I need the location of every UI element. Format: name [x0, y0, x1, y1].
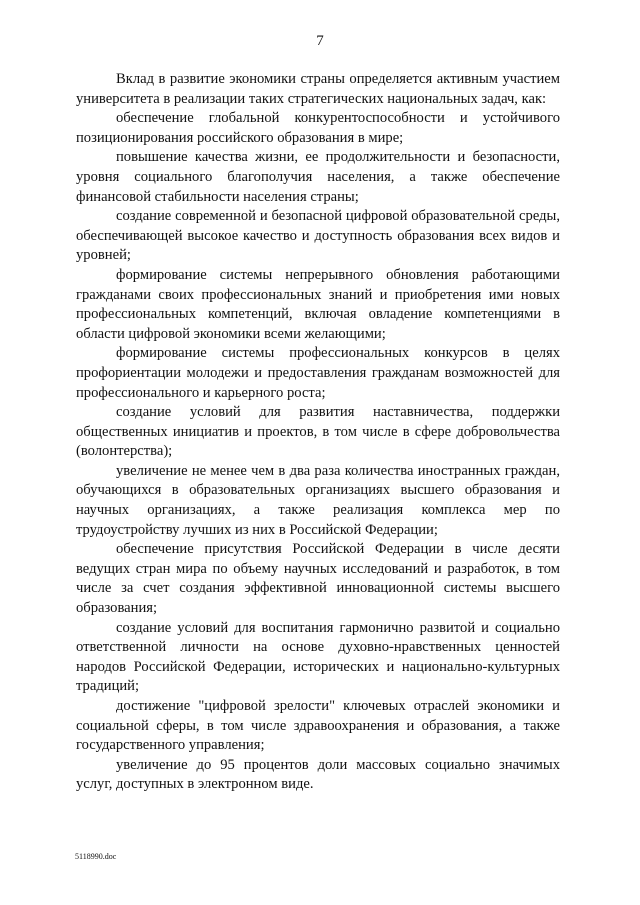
paragraph-intro: Вклад в развитие экономики страны определяется активным участием университета в реализации таких стратегических национальных задач, как:: [76, 71, 560, 107]
list-item: формирование системы профессиональных конкурсов в целях профориентации молодежи и предоставления гражданам возможностей для профессионального и карьерного роста;: [76, 345, 560, 401]
page-number: 7: [316, 33, 324, 49]
list-item: обеспечение глобальной конкурентоспособности и устойчивого позиционирования российского образования в мире;: [76, 110, 560, 146]
document-filename: 5118990.doc: [75, 852, 117, 861]
list-item: создание современной и безопасной цифровой образовательной среды, обеспечивающей высокое качество и доступность образования всех видов и уровней;: [76, 208, 560, 264]
list-item: повышение качества жизни, ее продолжительности и безопасности, уровня социального благополучия населения, а также обеспечение финансовой стабильности населения страны;: [76, 149, 560, 205]
list-item: создание условий для развития наставничества, поддержки общественных инициатив и проектов, в том числе в сфере добровольчества (волонтерства);: [76, 404, 560, 460]
list-item: увеличение до 95 процентов доли массовых социально значимых услуг, доступных в электронном виде.: [76, 756, 560, 793]
list-item: создание условий для воспитания гармонично развитой и социально ответственной личности на основе духовно-нравственных ценностей народов Российской Федерации, исторических и национально-культурных традиций;: [76, 619, 560, 695]
list-item: увеличение не менее чем в два раза количества иностранных граждан, обучающихся в образовательных организациях высшего образования и научных организациях, а также реализация комплекса мер по трудоустройству лучших из них в Российской Федерации;: [76, 462, 560, 538]
list-item: достижение "цифровой зрелости" ключевых отраслей экономики и социальной сферы, в том числе здравоохранения и образования, а также государственного управления;: [76, 698, 560, 754]
document-body: [76, 70, 560, 795]
list-item: обеспечение присутствия Российской Федерации в числе десяти ведущих стран мира по объему научных исследований и разработок, в том числе за счет создания эффективной инновационной системы высшего образования;: [76, 541, 560, 617]
list-item: формирование системы непрерывного обновления работающими гражданами своих профессиональных знаний и приобретения ими новых профессиональных компетенций, включая овладение компетенциями в области цифровой экономики всеми желающими;: [76, 266, 560, 342]
